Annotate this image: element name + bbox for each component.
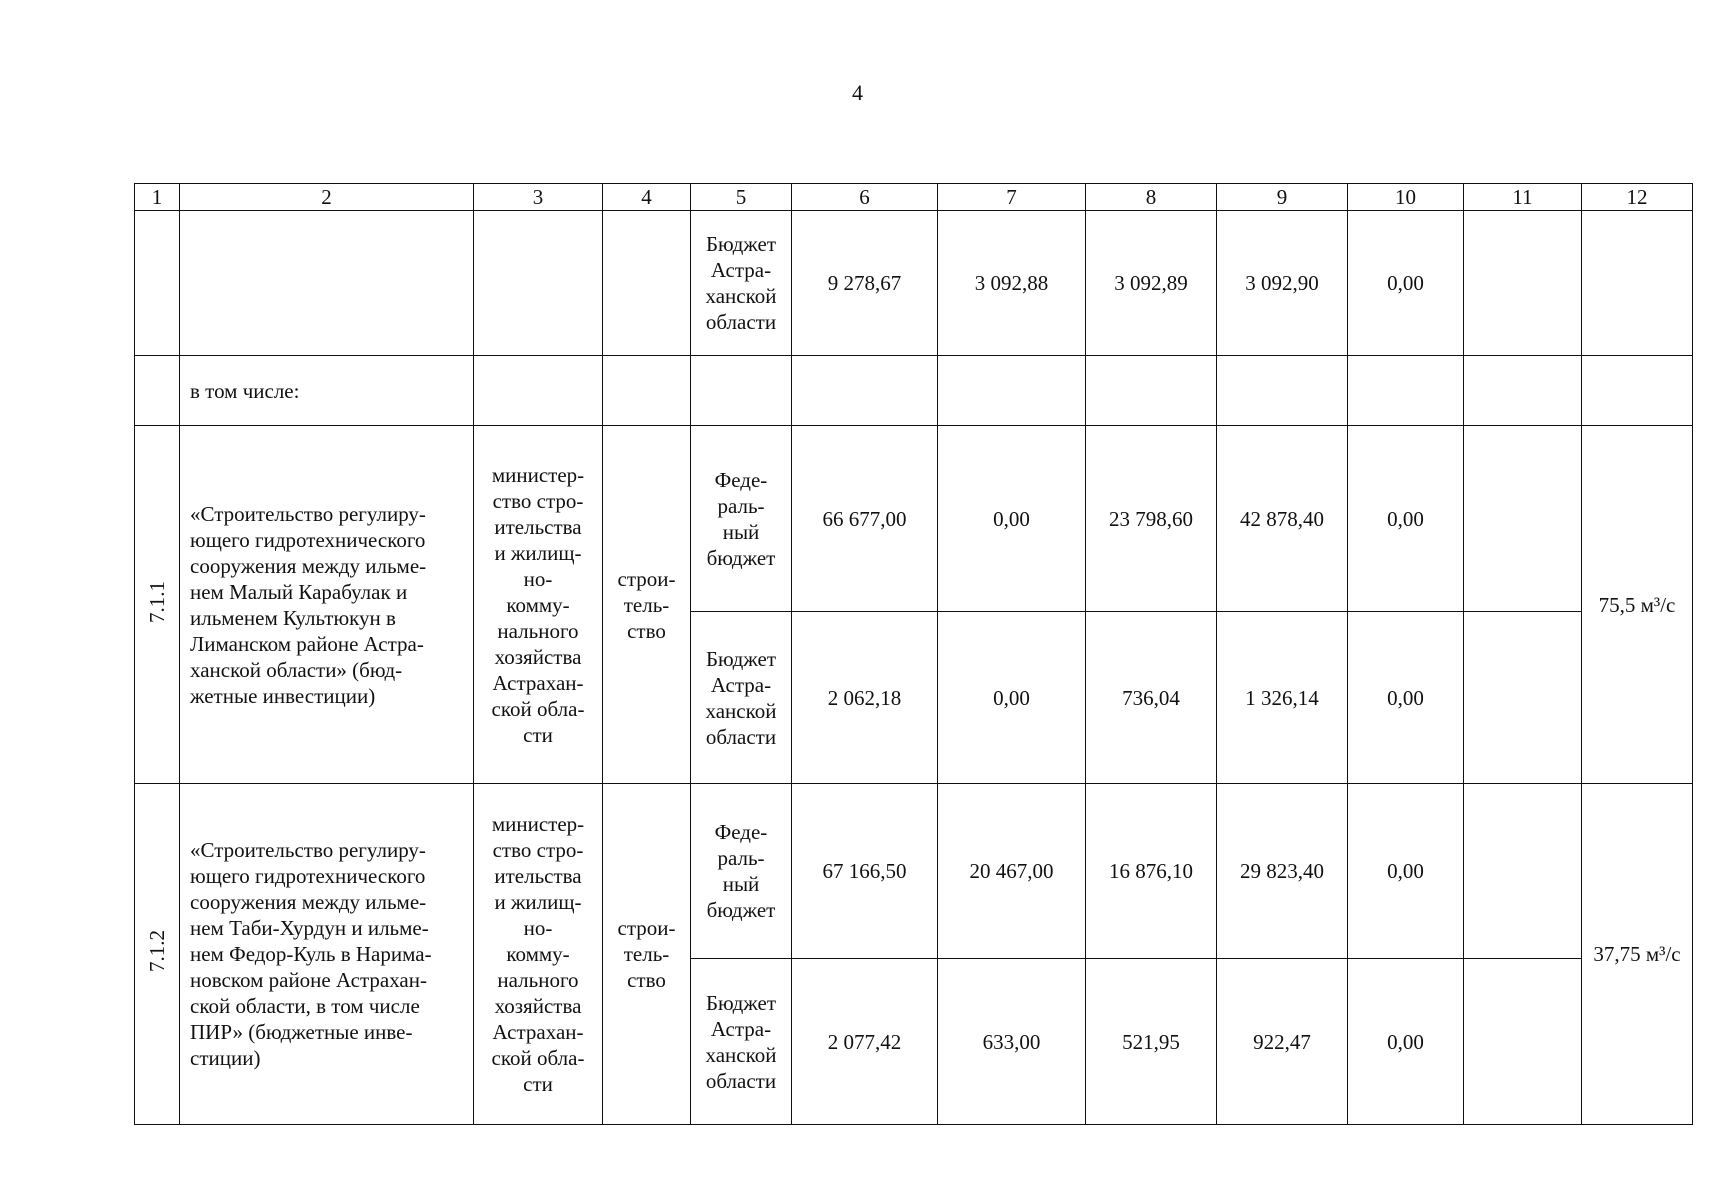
item-712-executor: министер- ство стро- ительства и жилищ- но- комму- нального хозяйства Астрахан- ской обла- сти	[474, 784, 603, 1125]
item-711-regional-y1: 0,00	[938, 612, 1086, 784]
item-711-regional-y2: 736,04	[1086, 612, 1217, 784]
cont-type-cell	[603, 211, 691, 356]
item-711-federal-total: 66 677,00	[792, 426, 938, 612]
including-empty-6	[792, 356, 938, 426]
col-number-10: 10	[1348, 184, 1464, 211]
col-number-11: 11	[1464, 184, 1582, 211]
item-711-federal-y2: 23 798,60	[1086, 426, 1217, 612]
item-711-federal-y1: 0,00	[938, 426, 1086, 612]
item-712-regional-y2: 521,95	[1086, 959, 1217, 1125]
cont-value-y2: 3 092,89	[1086, 211, 1217, 356]
cont-value-y3: 3 092,90	[1217, 211, 1348, 356]
col-number-7: 7	[938, 184, 1086, 211]
col-number-5: 5	[691, 184, 792, 211]
cont-name-cell	[180, 211, 474, 356]
cont-empty-12	[1582, 211, 1693, 356]
including-empty-5	[691, 356, 792, 426]
col-number-12: 12	[1582, 184, 1693, 211]
item-711-regional-y3: 1 326,14	[1217, 612, 1348, 784]
item-712-regional-y4: 0,00	[1348, 959, 1464, 1125]
item-712-regional-y3: 922,47	[1217, 959, 1348, 1125]
item-711-number: 7.1.1	[135, 426, 180, 784]
item-712-regional-y1: 633,00	[938, 959, 1086, 1125]
item-712-federal-row	[135, 784, 1693, 959]
item-712-federal-col11	[1464, 784, 1582, 959]
cont-value-y1: 3 092,88	[938, 211, 1086, 356]
item-712-name: «Строительство регулиру- ющего гидротехнического сооружения между ильме- нем Таби-Хурдун и ильме- нем Федор-Куль в Нарима- новском районе Астрахан- ской области, в том числе ПИР» (бюджетные инве- стиции)	[180, 784, 474, 1125]
including-row	[135, 356, 1693, 426]
item-712-type: строи- тель- ство	[603, 784, 691, 1125]
item-712-federal-source: Феде- раль- ный бюджет	[691, 784, 792, 959]
item-711-federal-y4: 0,00	[1348, 426, 1464, 612]
continuation-row	[135, 211, 1693, 356]
col-number-3: 3	[474, 184, 603, 211]
program-table	[134, 183, 1693, 1125]
item-712-regional-source: Бюджет Астра- ханской области	[691, 959, 792, 1125]
col-number-2: 2	[180, 184, 474, 211]
cont-source-cell: Бюджет Астра- ханской области	[691, 211, 792, 356]
page-number: 4	[852, 80, 863, 105]
item-712-federal-y4: 0,00	[1348, 784, 1464, 959]
item-711-executor: министер- ство стро- ительства и жилищ- но- комму- нального хозяйства Астрахан- ской обла- сти	[474, 426, 603, 784]
item-712-federal-y3: 29 823,40	[1217, 784, 1348, 959]
including-empty-10	[1348, 356, 1464, 426]
cont-executor-cell	[474, 211, 603, 356]
item-712-federal-y1: 20 467,00	[938, 784, 1086, 959]
cont-num-cell	[135, 211, 180, 356]
item-711-indicator: 75,5 м³/с	[1582, 426, 1693, 784]
item-712-regional-col11	[1464, 959, 1582, 1125]
including-empty-4	[603, 356, 691, 426]
item-712-indicator: 37,75 м³/с	[1582, 784, 1693, 1125]
col-number-8: 8	[1086, 184, 1217, 211]
col-number-6: 6	[792, 184, 938, 211]
cont-value-total: 9 278,67	[792, 211, 938, 356]
column-number-row	[135, 184, 1693, 211]
including-empty-9	[1217, 356, 1348, 426]
including-empty-12	[1582, 356, 1693, 426]
item-712-number: 7.1.2	[135, 784, 180, 1125]
cont-empty-11	[1464, 211, 1582, 356]
including-label: в том числе:	[180, 356, 474, 426]
item-712-federal-y2: 16 876,10	[1086, 784, 1217, 959]
item-711-federal-row	[135, 426, 1693, 612]
col-number-9: 9	[1217, 184, 1348, 211]
cont-value-y4: 0,00	[1348, 211, 1464, 356]
item-711-federal-source: Феде- раль- ный бюджет	[691, 426, 792, 612]
including-num-cell	[135, 356, 180, 426]
item-711-regional-y4: 0,00	[1348, 612, 1464, 784]
item-712-regional-total: 2 077,42	[792, 959, 938, 1125]
item-711-regional-source: Бюджет Астра- ханской области	[691, 612, 792, 784]
item-711-type: строи- тель- ство	[603, 426, 691, 784]
item-711-regional-total: 2 062,18	[792, 612, 938, 784]
including-empty-8	[1086, 356, 1217, 426]
item-711-regional-col11	[1464, 612, 1582, 784]
including-empty-11	[1464, 356, 1582, 426]
item-711-federal-y3: 42 878,40	[1217, 426, 1348, 612]
item-711-name: «Строительство регулиру- ющего гидротехнического сооружения между ильме- нем Малый Карабулак и ильменем Культюкун в Лиманском районе Астра- ханской области» (бюд- жетные инвестиции)	[180, 426, 474, 784]
including-empty-7	[938, 356, 1086, 426]
item-711-federal-col11	[1464, 426, 1582, 612]
col-number-4: 4	[603, 184, 691, 211]
col-number-1: 1	[135, 184, 180, 211]
including-empty-3	[474, 356, 603, 426]
item-712-federal-total: 67 166,50	[792, 784, 938, 959]
